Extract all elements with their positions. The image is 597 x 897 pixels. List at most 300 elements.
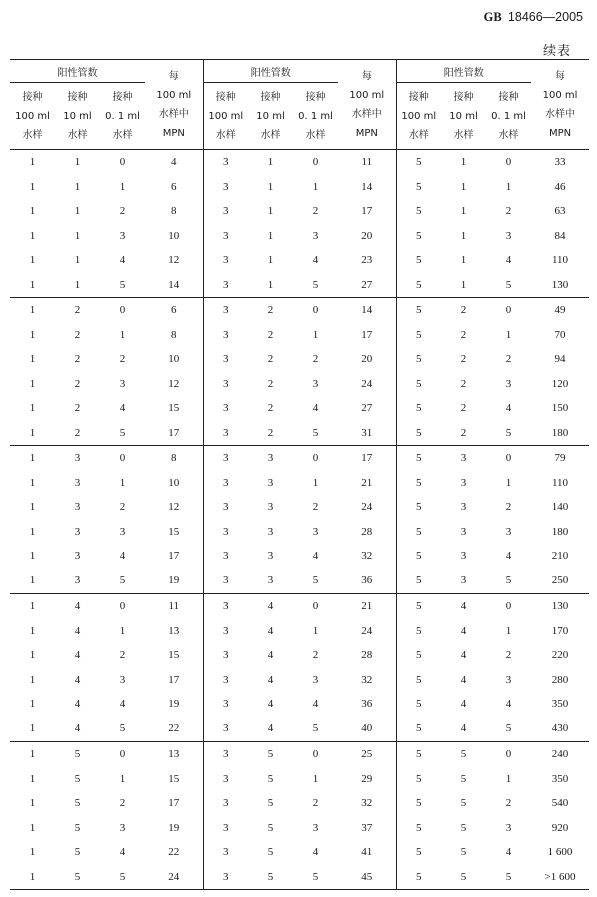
tube-count-cell: 1	[312, 180, 319, 193]
tube-count-cell: 2	[505, 649, 512, 662]
mpn-cell: 22	[168, 845, 180, 858]
mpn-header-line: 100 ml	[156, 89, 192, 101]
mpn-header	[338, 60, 396, 150]
tube-count-cell: 3	[119, 229, 126, 242]
tube-count-cell: 5	[396, 692, 441, 716]
mpn-cell: 63	[554, 205, 566, 218]
tube-count-cell: 5	[396, 741, 441, 766]
tube-count-cell: 4	[505, 401, 512, 414]
table-row	[10, 767, 589, 791]
tube-count-cell: 1	[29, 772, 36, 785]
tube-count-cell: 3	[267, 501, 274, 514]
tube-count-cell: 4	[505, 549, 512, 562]
tube-count-cell: 2	[119, 353, 126, 366]
inoculation-header-line: 0. 1 ml	[105, 110, 140, 122]
tube-count-cell: 3	[203, 248, 248, 272]
table-row	[10, 150, 589, 175]
mpn-cell: 250	[551, 574, 569, 587]
mpn-cell: 32	[361, 673, 373, 686]
tube-count-cell: 2	[460, 328, 467, 341]
tube-count-cell: 3	[267, 549, 274, 562]
mpn-cell: 17	[361, 205, 373, 218]
tube-count-cell: 3	[312, 229, 319, 242]
tube-count-cell: 5	[396, 297, 441, 322]
document-code	[484, 10, 583, 25]
mpn-cell: 94	[554, 353, 566, 366]
mpn-cell: 84	[554, 229, 566, 242]
mpn-cell: 15	[168, 525, 180, 538]
tube-count-cell: 3	[248, 445, 293, 470]
inoculation-header	[396, 83, 441, 150]
tube-count-cell: 3	[203, 619, 248, 643]
tube-count-cell: 3	[203, 396, 248, 420]
tube-count-cell: 5	[396, 495, 441, 519]
inoculation-header	[100, 83, 145, 150]
tube-count-cell: 2	[505, 501, 512, 514]
tube-count-cell: 3	[203, 420, 248, 445]
mpn-cell: 27	[361, 278, 373, 291]
tube-count-cell: 3	[74, 549, 81, 562]
tube-count-cell: 4	[505, 845, 512, 858]
inoculation-header-line: 水样	[305, 129, 326, 141]
tube-count-cell: 5	[460, 772, 467, 785]
tube-count-cell: 4	[119, 549, 126, 562]
tube-count-cell: 1	[10, 297, 55, 322]
positive-tubes-header: 阳性管数	[396, 60, 531, 83]
tube-count-cell: 2	[74, 328, 81, 341]
mpn-header	[531, 60, 589, 150]
tube-count-cell: 5	[267, 821, 274, 834]
tube-count-cell: 2	[74, 401, 81, 414]
inoculation-header-line: 接种	[305, 91, 326, 103]
tube-count-cell: 4	[460, 697, 467, 710]
tube-count-cell: 3	[203, 347, 248, 371]
tube-count-cell: 1	[505, 624, 512, 637]
tube-count-cell: 5	[396, 272, 441, 297]
tube-count-cell: 5	[505, 278, 512, 291]
tube-count-cell: 0	[505, 156, 512, 169]
mpn-cell: 40	[361, 722, 373, 735]
tube-count-cell: 5	[396, 323, 441, 347]
table-row	[10, 815, 589, 839]
tube-count-cell: 5	[396, 643, 441, 667]
tube-count-cell: 1	[119, 180, 126, 193]
mpn-header-line: 水样中	[351, 108, 382, 120]
inoculation-header-line: 接种	[67, 91, 88, 103]
tube-count-cell: 5	[74, 845, 81, 858]
inoculation-header	[10, 83, 55, 150]
tube-count-cell: 3	[267, 525, 274, 538]
mpn-cell: 49	[531, 297, 589, 322]
tube-count-cell: 1	[312, 328, 319, 341]
tube-count-cell: 4	[505, 253, 512, 266]
tube-count-cell: 5	[505, 870, 512, 883]
mpn-cell: 430	[551, 722, 569, 735]
tube-count-cell: 1	[29, 870, 36, 883]
tube-count-cell: 5	[460, 845, 467, 858]
tube-count-cell: 1	[29, 377, 36, 390]
tube-count-cell: 4	[312, 845, 319, 858]
tube-count-cell: 1	[29, 525, 36, 538]
tube-count-cell: 2	[74, 377, 81, 390]
tube-count-cell: 2	[267, 401, 274, 414]
tube-count-cell: 0	[100, 297, 145, 322]
mpn-cell: 11	[145, 593, 203, 618]
tube-count-cell: 5	[396, 667, 441, 691]
mpn-cell: 20	[361, 353, 373, 366]
mpn-header-line: 每	[168, 70, 179, 82]
inoculation-header-line: 接种	[112, 91, 133, 103]
tube-count-cell: 4	[267, 722, 274, 735]
tube-count-cell: 5	[267, 870, 274, 883]
tube-count-cell: 5	[74, 870, 81, 883]
tube-count-cell: 5	[119, 574, 126, 587]
tube-count-cell: 2	[267, 377, 274, 390]
tube-count-cell: 4	[119, 697, 126, 710]
tube-count-cell: 2	[248, 297, 293, 322]
tube-count-cell: 1	[74, 205, 81, 218]
positive-tubes-header: 阳性管数	[10, 60, 145, 83]
tube-count-cell: 2	[312, 353, 319, 366]
tube-count-cell: 3	[203, 667, 248, 691]
tube-count-cell: 2	[119, 649, 126, 662]
mpn-cell: 8	[145, 445, 203, 470]
positive-tubes-header: 阳性管数	[203, 60, 338, 83]
tube-count-cell: 1	[29, 673, 36, 686]
tube-count-cell: 1	[119, 772, 126, 785]
tube-count-cell: 4	[74, 722, 81, 735]
mpn-cell: 28	[361, 525, 373, 538]
tube-count-cell: 4	[267, 649, 274, 662]
table-row	[10, 199, 589, 223]
table-row	[10, 420, 589, 445]
tube-count-cell: 1	[119, 476, 126, 489]
mpn-header-line: 100 ml	[542, 89, 578, 101]
tube-count-cell: 1	[10, 445, 55, 470]
tube-count-cell: 2	[119, 501, 126, 514]
tube-count-cell: 5	[396, 248, 441, 272]
tube-count-cell: 2	[460, 353, 467, 366]
tube-count-cell: 1	[29, 353, 36, 366]
mpn-header-line: 每	[361, 70, 372, 82]
tube-count-cell: 1	[267, 229, 274, 242]
header-row-sub	[10, 83, 589, 150]
inoculation-header	[486, 83, 531, 150]
tube-count-cell: 5	[396, 175, 441, 199]
tube-count-cell: 5	[74, 772, 81, 785]
table-header	[10, 60, 589, 150]
tube-count-cell: 1	[10, 741, 55, 766]
tube-count-cell: 5	[55, 741, 100, 766]
table-body	[10, 150, 589, 890]
mpn-cell: 170	[551, 624, 569, 637]
tube-count-cell: 1	[29, 797, 36, 810]
tube-count-cell: 5	[119, 722, 126, 735]
tube-count-cell: 2	[55, 297, 100, 322]
tube-count-cell: 2	[505, 353, 512, 366]
tube-count-cell: 4	[267, 624, 274, 637]
mpn-cell: 12	[168, 501, 180, 514]
tube-count-cell: 5	[396, 396, 441, 420]
standard-number: 18466—2005	[507, 10, 583, 24]
table-row	[10, 643, 589, 667]
tube-count-cell: 1	[312, 476, 319, 489]
tube-count-cell: 2	[460, 377, 467, 390]
mpn-header-line: 水样中	[158, 108, 189, 120]
mpn-cell: 350	[551, 772, 569, 785]
tube-count-cell: 3	[203, 741, 248, 766]
inoculation-header-line: 0. 1 ml	[298, 110, 333, 122]
tube-count-cell: 1	[74, 180, 81, 193]
inoculation-header-line: 10 ml	[256, 110, 285, 122]
tube-count-cell: 5	[505, 574, 512, 587]
tube-count-cell: 5	[396, 544, 441, 568]
mpn-header-line: MPN	[548, 127, 572, 139]
tube-count-cell: 3	[203, 323, 248, 347]
mpn-cell: 14	[361, 180, 373, 193]
tube-count-cell: 1	[74, 278, 81, 291]
inoculation-header-line: 接种	[453, 91, 474, 103]
mpn-cell: 13	[168, 624, 180, 637]
tube-count-cell: 1	[267, 278, 274, 291]
tube-count-cell: 4	[460, 624, 467, 637]
tube-count-cell: 3	[74, 525, 81, 538]
tube-count-cell: 3	[119, 821, 126, 834]
table-row	[10, 272, 589, 297]
tube-count-cell: 3	[441, 445, 486, 470]
tube-count-cell: 2	[460, 401, 467, 414]
mpn-cell: 24	[361, 624, 373, 637]
tube-count-cell: 1	[505, 328, 512, 341]
mpn-cell: 10	[168, 229, 180, 242]
table-row	[10, 619, 589, 643]
tube-count-cell: 3	[312, 821, 319, 834]
mpn-cell: 1 600	[547, 845, 573, 858]
tube-count-cell: 5	[396, 864, 441, 889]
inoculation-header-line: 水样	[453, 129, 474, 141]
tube-count-cell: 3	[203, 175, 248, 199]
mpn-cell: 17	[338, 445, 396, 470]
tube-count-cell: 1	[460, 278, 467, 291]
tube-count-cell: 5	[267, 845, 274, 858]
tube-count-cell: 5	[396, 767, 441, 791]
tube-count-cell: 5	[396, 619, 441, 643]
inoculation-header	[55, 83, 100, 150]
mpn-cell: 21	[361, 476, 373, 489]
tube-count-cell: 0	[486, 297, 531, 322]
inoculation-header-line: 10 ml	[449, 110, 478, 122]
mpn-cell: 240	[531, 741, 589, 766]
table-row	[10, 692, 589, 716]
mpn-cell: 12	[168, 377, 180, 390]
tube-count-cell: 5	[396, 519, 441, 543]
mpn-header	[145, 60, 203, 150]
table-row	[10, 396, 589, 420]
tube-count-cell: 5	[312, 574, 319, 587]
tube-count-cell: 1	[29, 253, 36, 266]
mpn-cell: 17	[361, 328, 373, 341]
tube-count-cell: 4	[441, 593, 486, 618]
mpn-cell: 6	[145, 297, 203, 322]
tube-count-cell: 2	[119, 797, 126, 810]
tube-count-cell: 3	[203, 445, 248, 470]
inoculation-header-line: 水样	[67, 129, 88, 141]
tube-count-cell: 1	[29, 205, 36, 218]
table-row	[10, 445, 589, 470]
tube-count-cell: 3	[312, 525, 319, 538]
tube-count-cell: 3	[460, 501, 467, 514]
tube-count-cell: 4	[55, 593, 100, 618]
tube-count-cell: 3	[505, 229, 512, 242]
mpn-cell: 4	[171, 156, 177, 169]
mpn-header-line: MPN	[162, 127, 185, 139]
tube-count-cell: 3	[460, 549, 467, 562]
tube-count-cell: 4	[74, 697, 81, 710]
tube-count-cell: 3	[119, 377, 126, 390]
tube-count-cell: 5	[396, 815, 441, 839]
tube-count-cell: 5	[396, 420, 441, 445]
tube-count-cell: 3	[203, 864, 248, 889]
tube-count-cell: 1	[119, 624, 126, 637]
tube-count-cell: 2	[441, 297, 486, 322]
tube-count-cell: 2	[460, 426, 467, 439]
tube-count-cell: 3	[312, 377, 319, 390]
mpn-cell: 14	[168, 278, 180, 291]
tube-count-cell: 1	[29, 501, 36, 514]
tube-count-cell: 1	[29, 328, 36, 341]
mpn-cell: 14	[338, 297, 396, 322]
mpn-header-line: MPN	[355, 127, 378, 139]
mpn-cell: 120	[551, 377, 569, 390]
tube-count-cell: 3	[203, 519, 248, 543]
table-row	[10, 593, 589, 618]
mpn-cell: 140	[551, 501, 569, 514]
tube-count-cell: 5	[396, 471, 441, 495]
mpn-cell: 8	[171, 205, 177, 218]
inoculation-header-line: 接种	[498, 91, 519, 103]
mpn-cell: 150	[551, 401, 569, 414]
tube-count-cell: 5	[74, 797, 81, 810]
tube-count-cell: 3	[203, 593, 248, 618]
tube-count-cell: 0	[312, 156, 319, 169]
tube-count-cell: 4	[312, 253, 319, 266]
table-row	[10, 371, 589, 395]
mpn-cell: 19	[168, 821, 180, 834]
inoculation-header	[248, 83, 293, 150]
tube-count-cell: 4	[267, 697, 274, 710]
tube-count-cell: 1	[267, 180, 274, 193]
inoculation-header-line: 接种	[408, 91, 429, 103]
mpn-cell: 15	[168, 401, 180, 414]
tube-count-cell: 3	[55, 445, 100, 470]
mpn-cell: 11	[361, 156, 373, 169]
tube-count-cell: 1	[29, 697, 36, 710]
tube-count-cell: 1	[29, 156, 36, 169]
tube-count-cell: 2	[312, 649, 319, 662]
mpn-cell: 8	[171, 328, 177, 341]
mpn-cell: 10	[168, 476, 180, 489]
mpn-cell: 24	[361, 501, 373, 514]
mpn-cell: 15	[168, 649, 180, 662]
mpn-cell: 32	[361, 797, 373, 810]
inoculation-header-line: 100 ml	[401, 110, 437, 122]
tube-count-cell: 5	[396, 568, 441, 593]
inoculation-header	[293, 83, 338, 150]
table-row	[10, 667, 589, 691]
tube-count-cell: 5	[460, 821, 467, 834]
tube-count-cell: 5	[396, 445, 441, 470]
tube-count-cell: 1	[29, 401, 36, 414]
tube-count-cell: 4	[312, 697, 319, 710]
mpn-cell: 210	[551, 549, 569, 562]
mpn-cell: 22	[168, 722, 180, 735]
tube-count-cell: 1	[74, 156, 81, 169]
tube-count-cell: 3	[74, 501, 81, 514]
tube-count-cell: 0	[293, 741, 338, 766]
mpn-cell: 27	[361, 401, 373, 414]
inoculation-header-line: 0. 1 ml	[491, 110, 526, 122]
table-row	[10, 840, 589, 864]
tube-count-cell: 3	[203, 223, 248, 247]
tube-count-cell: 5	[441, 741, 486, 766]
tube-count-cell: 1	[29, 821, 36, 834]
tube-count-cell: 2	[119, 205, 126, 218]
mpn-cell: 6	[171, 180, 177, 193]
table-row	[10, 297, 589, 322]
tube-count-cell: 3	[203, 767, 248, 791]
tube-count-cell: 1	[119, 328, 126, 341]
mpn-cell: 19	[168, 574, 180, 587]
inoculation-header-line: 接种	[260, 91, 281, 103]
tube-count-cell: 0	[486, 741, 531, 766]
continued-label: 续表	[542, 44, 571, 59]
table-row	[10, 568, 589, 593]
tube-count-cell: 1	[29, 476, 36, 489]
tube-count-cell: 3	[460, 525, 467, 538]
tube-count-cell: 4	[505, 697, 512, 710]
tube-count-cell: 1	[505, 476, 512, 489]
tube-count-cell: 2	[267, 328, 274, 341]
gb-label: GB	[483, 10, 502, 24]
tube-count-cell: 1	[460, 229, 467, 242]
tube-count-cell: 2	[505, 205, 512, 218]
tube-count-cell: 2	[267, 353, 274, 366]
table-row	[10, 323, 589, 347]
inoculation-header-line: 水样	[260, 129, 281, 141]
tube-count-cell: 4	[74, 624, 81, 637]
tube-count-cell: 0	[486, 445, 531, 470]
inoculation-header-line: 水样	[408, 129, 429, 141]
mpn-header-line: 每	[555, 70, 566, 82]
tube-count-cell: 5	[460, 797, 467, 810]
tube-count-cell: 1	[29, 426, 36, 439]
tube-count-cell: 3	[505, 525, 512, 538]
tube-count-cell: 3	[203, 199, 248, 223]
table-row	[10, 544, 589, 568]
tube-count-cell: 3	[203, 371, 248, 395]
inoculation-header-line: 水样	[112, 129, 133, 141]
tube-count-cell: 2	[267, 426, 274, 439]
tube-count-cell: 4	[119, 401, 126, 414]
tube-count-cell: 1	[29, 624, 36, 637]
mpn-cell: 17	[168, 549, 180, 562]
mpn-cell: 110	[551, 476, 569, 489]
inoculation-header-line: 10 ml	[63, 110, 92, 122]
mpn-cell: 130	[551, 278, 569, 291]
tube-count-cell: 2	[74, 353, 81, 366]
mpn-cell: 32	[361, 549, 373, 562]
mpn-cell: 33	[554, 156, 566, 169]
